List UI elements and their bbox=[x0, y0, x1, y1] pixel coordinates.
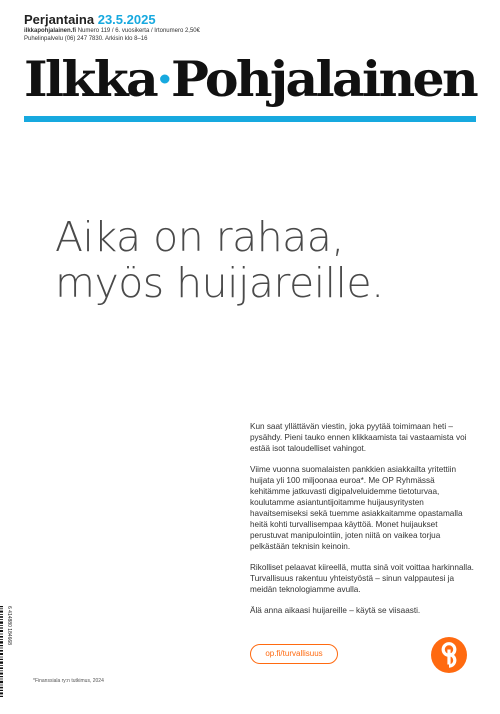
issue-date: 23.5.2025 bbox=[97, 12, 156, 27]
footnote: *Finanssiala ry:n tutkimus, 2024 bbox=[33, 678, 104, 684]
ad-paragraph: Kun saat yllättävän viestin, joka pyytää toimimaan heti – pysähdy. Pieni tauko ennen klikkaamista tai vastaamista voi estää isot taloudelliset vahingot. bbox=[250, 422, 467, 454]
newspaper-logo bbox=[24, 50, 476, 108]
ad-body bbox=[250, 421, 475, 625]
cta-link[interactable]: op.fi/turvallisuus bbox=[250, 644, 338, 664]
issue-date-line bbox=[24, 13, 200, 27]
ad-paragraph: Viime vuonna suomalaisten pankkien asiakkailta yritettiin huijata yli 100 miljoonaa euroa*. Me OP Ryhmässä kehitämme jatkuvasti digipalveluidemme tietoturvaa, koulutamme asiantuntijoitamme huijausyritysten havaitsemiseksi sekä tuemme asiakkaitamme opastamalla heitä kohti turvallisempaa käyttöä. Monet huijaukset perustuvat manipulointiin, joten niitä on vaikea torjua pelkästään teknisin keinoin. bbox=[250, 464, 463, 552]
headline-line-1: Aika on rahaa, bbox=[55, 213, 344, 261]
masthead-rule bbox=[24, 116, 476, 122]
ad-paragraph: Älä anna aikaasi huijareille – käytä se viisaasti. bbox=[250, 605, 421, 615]
logo-right: Pohjalainen bbox=[170, 50, 477, 108]
op-logo-icon bbox=[431, 637, 467, 673]
masthead-info bbox=[24, 13, 200, 43]
issue-info: Numero 119 / 6. vuosikerta / Irtonumero 2,50€ bbox=[77, 28, 200, 34]
barcode-number: 6 414880 184668 bbox=[6, 606, 12, 645]
logo-dot: · bbox=[156, 50, 171, 108]
logo-left: Ilkka bbox=[24, 50, 157, 108]
weekday: Perjantaina bbox=[24, 12, 95, 27]
ad-paragraph: Rikolliset pelaavat kiireellä, mutta sinä voit voittaa harkinnalla. Turvallisuus rakentuu yhteistyöstä – sinun valppautesi ja meidän teknologiamme avulla. bbox=[250, 563, 474, 595]
site-url: ilkkapohjalainen.fi bbox=[24, 28, 77, 34]
headline-line-2: myös huijareille. bbox=[55, 259, 384, 307]
phone-info: Puhelinpalvelu (06) 247 7830. Arkisin klo 8–16 bbox=[24, 36, 148, 42]
ad-headline bbox=[55, 214, 384, 306]
site-issue-line bbox=[24, 27, 200, 35]
